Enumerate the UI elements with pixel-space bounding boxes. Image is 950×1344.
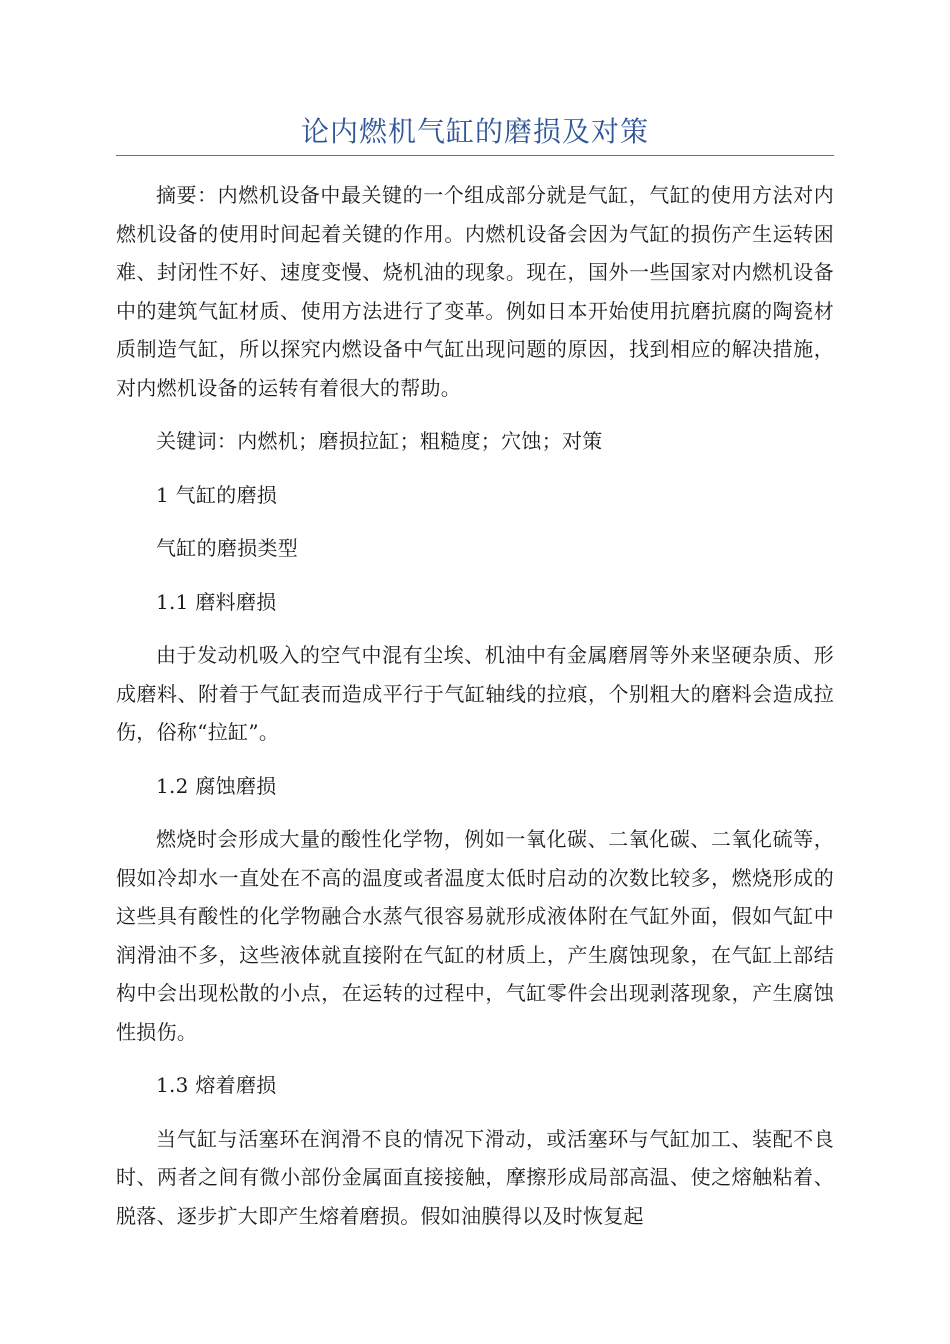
body-paragraph-abrasive-wear: 由于发动机吸入的空气中混有尘埃、机油中有金属磨屑等外来坚硬杂质、形成磨料、附着于气缸表而造成平行于气缸轴线的拉痕，个别粗大的磨料会造成拉伤，俗称“拉缸”。: [116, 643, 834, 744]
title-block: [116, 112, 834, 156]
keywords-line: 关键词：内燃机；磨损拉缸；粗糙度；穴蚀；对策: [156, 429, 603, 453]
body-paragraph-corrosive-wear: 燃烧时会形成大量的酸性化学物，例如一氧化碳、二氧化碳、二氧化硫等，假如冷却水一直处在不高的温度或者温度太低时启动的次数比较多，燃烧形成的这些具有酸性的化学物融合水蒸气很容易就形成液体附在气缸外面，假如气缸中润滑油不多，这些液体就直接附在气缸的材质上，产生腐蚀现象，在气缸上部结构中会出现松散的小点，在运转的过程中，气缸零件会出现剥落现象，产生腐蚀性损伤。: [116, 827, 834, 1044]
document-title: 论内燃机气缸的磨损及对策: [300, 115, 649, 148]
section-heading-1: 1 气缸的磨损: [156, 482, 278, 507]
subsection-heading-wear-types: 气缸的磨损类型: [156, 536, 299, 560]
abstract-paragraph: 摘要：内燃机设备中最关键的一个组成部分就是气缸，气缸的使用方法对内燃机设备的使用时间起着关键的作用。内燃机设备会因为气缸的损伤产生运转困难、封闭性不好、速度变慢、烧机油的现象。现在，国外一些国家对内燃机设备中的建筑气缸材质、使用方法进行了变革。例如日本开始使用抗磨抗腐的陶瓷材质制造气缸，所以探究内燃设备中气缸出现问题的原因，找到相应的解决措施，对内燃机设备的运转有着很大的帮助。: [116, 183, 834, 400]
document-body: [116, 176, 834, 1235]
title-underline: [116, 155, 834, 156]
document-page: [116, 0, 834, 1235]
body-paragraph-adhesive-wear: 当气缸与活塞环在润滑不良的情况下滑动，或活塞环与气缸加工、装配不良时、两者之间有微小部份金属面直接接触，摩擦形成局部高温、使之熔触粘着、脱落、逐步扩大即产生熔着磨损。假如油膜得以及时恢复起: [116, 1126, 834, 1228]
subsection-heading-1-2: 1.2 腐蚀磨损: [156, 773, 277, 798]
subsection-heading-1-3: 1.3 熔着磨损: [156, 1073, 277, 1097]
subsection-heading-1-1: 1.1 磨料磨损: [156, 589, 277, 614]
